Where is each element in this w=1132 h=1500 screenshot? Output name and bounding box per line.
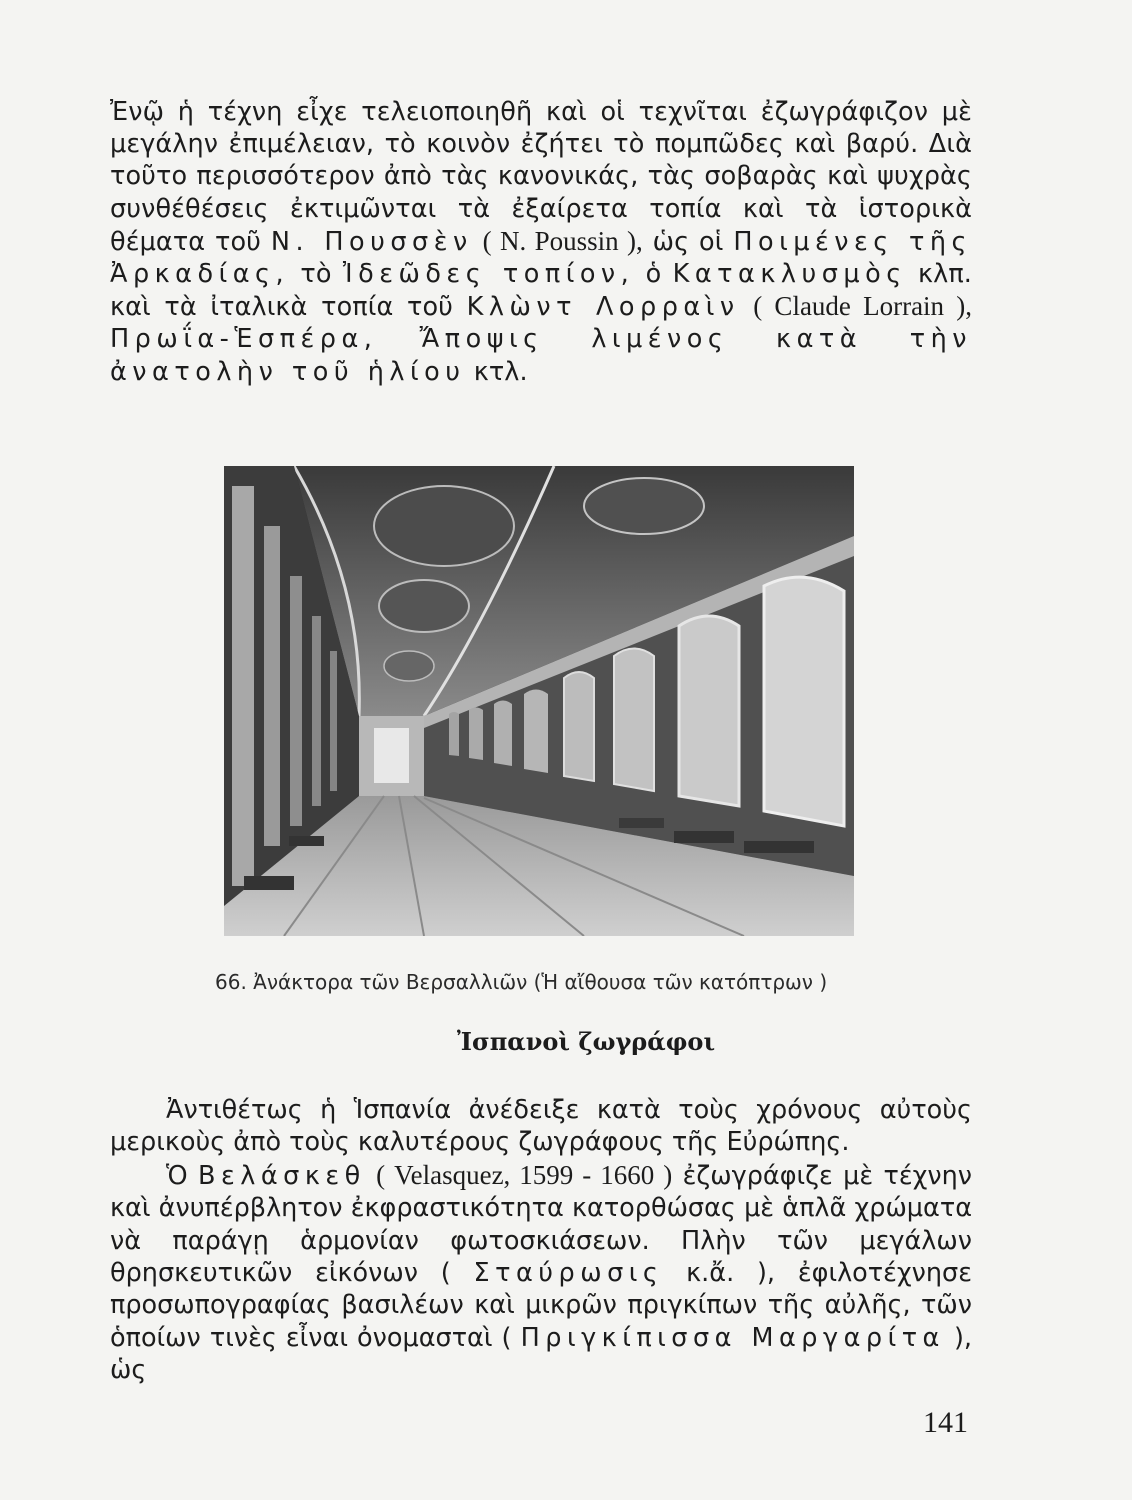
work-title: Ἰδεῶδες τοπίον,	[342, 259, 635, 290]
text-run: ), ὡς	[110, 1322, 973, 1386]
artist-latin-velasquez: ( Velasquez, 1599 - 1660 )	[376, 1159, 673, 1190]
work-title: Ἄποψις λιμένος κατὰ τὴν ἀνατολὴν τοῦ ἡλίου	[110, 324, 972, 387]
bottom-paragraph	[110, 1094, 972, 1387]
figure-caption: 66. Ἀνάκτορα τῶν Βερσαλλιῶν (Ἡ αἴθουσα τῶν κατόπτρων )	[215, 970, 828, 994]
velasquez-paragraph	[110, 1159, 972, 1387]
work-title: Κατακλυσμὸς	[672, 259, 907, 290]
artist-name-lorrain: Κλὼντ Λορραὶν	[466, 292, 740, 323]
artist-name-velasquez: Βελάσκεθ	[198, 1160, 366, 1191]
top-paragraph	[110, 96, 972, 388]
text-run: ὡς οἱ	[652, 226, 724, 257]
artist-latin-poussin: ( N. Poussin ),	[482, 225, 643, 256]
text-run: κλπ. καὶ τὰ ἰταλικὰ τοπία τοῦ	[110, 259, 972, 323]
work-title: Σταύρωσις	[473, 1258, 664, 1289]
artist-name-poussin: Ν. Πουσσὲν	[270, 226, 473, 257]
text-run: Ὁ	[166, 1160, 188, 1191]
page-number: 141	[923, 1406, 968, 1439]
hall-of-mirrors-illustration	[224, 466, 854, 936]
artist-latin-lorrain: ( Claude Lorrain ),	[753, 291, 972, 322]
text-run: τὸ	[300, 259, 332, 290]
text-run: Ἐνῷ ἡ τέχνη εἶχε τελειοποιηθῆ καὶ οἱ τεχνῖται ἐζωγράφιζον μὲ μεγάλην ἐπιμέλειαν, τὸ κοινὸν ἐζήτει τὸ πομπῶδες καὶ βαρύ. Διὰ τοῦτο περισσότερον ἀπὸ τὰς κανονικάς, τὰς σοβαρὰς καὶ ψυχρὰς συνθέθέσεις ἐκτιμῶνται τὰ ἐξαίρετα τοπία καὶ τὰ ἱστορικὰ θέματα τοῦ	[110, 97, 972, 257]
text-run: ὁ	[645, 259, 662, 290]
text-run: ἐζωγράφιζε μὲ τέχνην καὶ ἀνυπέρβλητον ἐκφραστικότητα κατορθώσας μὲ ἁπλᾶ χρώματα νὰ παράγῃ ἁρμονίαν φωτοσκιάσεων. Πλὴν τῶν μεγάλων θρησκευτικῶν εἰκόνων (	[110, 1160, 973, 1289]
text-run: κ.ἄ. ), ἐφιλοτέχνησε προσωπογραφίας βασιλέων καὶ μικρῶν πριγκίπων τῆς αὐλῆς, τῶν ὁποίων τινὲς εἶναι ὀνομασταὶ (	[110, 1258, 972, 1353]
hall-of-mirrors-photo	[224, 466, 854, 936]
work-title: Πριγκίπισσα Μαργαρίτα	[520, 1322, 945, 1353]
work-title: Πρωΐα-Ἑσπέρα,	[110, 324, 378, 355]
text-run: Ἀντιθέτως ἡ Ἱσπανία ἀνέδειξε κατὰ τοὺς χρόνους αὐτοὺς μερικοὺς ἀπὸ τοὺς καλυτέρους ζωγράφους τῆς Εὐρώπης.	[110, 1095, 972, 1158]
section-heading: Ἰσπανοὶ ζωγράφοι	[456, 1027, 716, 1056]
work-title: Ποιμένες τῆς Ἀρκαδίας,	[110, 226, 972, 290]
text-run: κτλ.	[473, 356, 528, 387]
